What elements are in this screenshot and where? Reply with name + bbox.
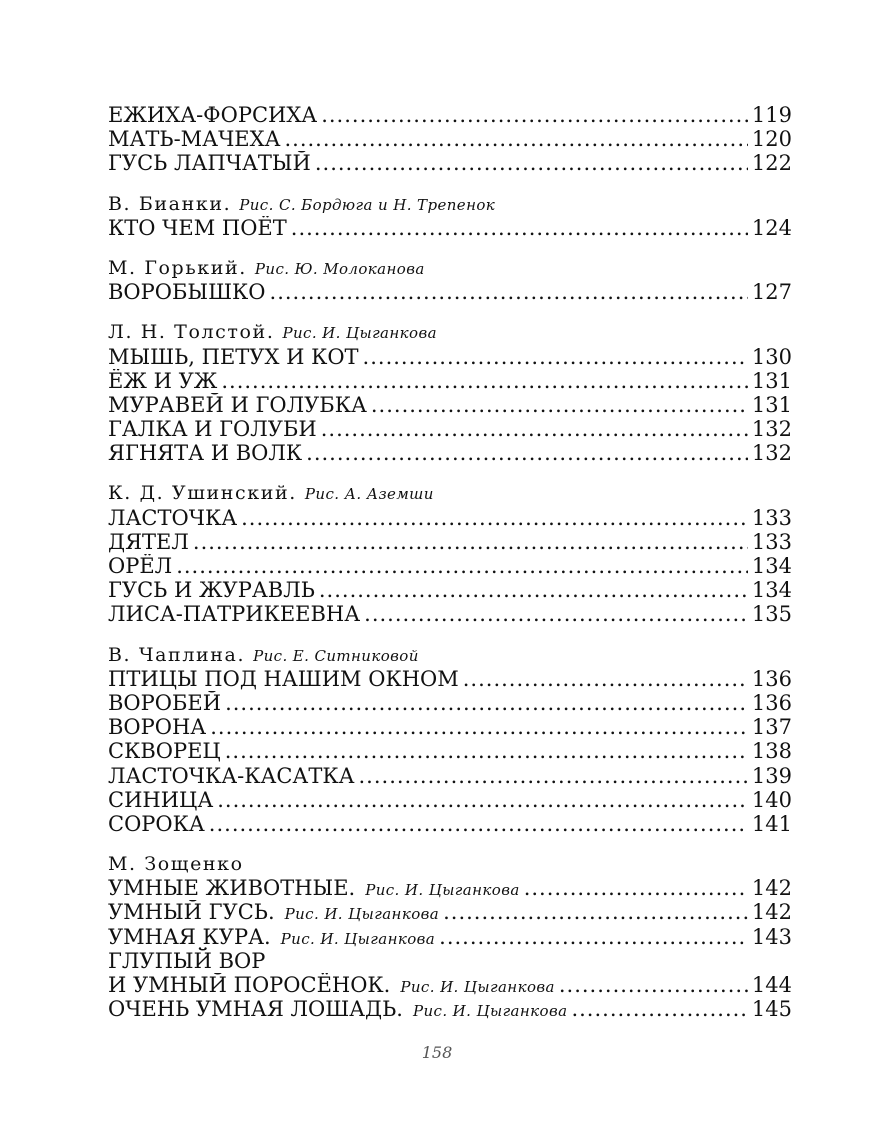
entry-title: ГУСЬ И ЖУРАВЛЬ bbox=[108, 578, 315, 603]
author-name: К. Д. Ушинский. bbox=[108, 482, 297, 505]
author-name: М. Горький. bbox=[108, 256, 247, 279]
author-heading bbox=[108, 852, 792, 876]
dot-leader bbox=[359, 764, 748, 788]
toc-entry bbox=[108, 739, 792, 763]
toc-entry bbox=[108, 602, 792, 626]
author-name: Л. Н. Толстой. bbox=[108, 321, 275, 344]
entry-title: ДЯТЕЛ bbox=[108, 529, 189, 554]
illustrator-credit: Рис. С. Бордюга и Н. Трепенок bbox=[239, 195, 496, 214]
dot-leader bbox=[306, 441, 748, 465]
author-heading bbox=[108, 192, 792, 216]
entry-title: ГЛУПЫЙ ВОР bbox=[108, 948, 266, 973]
toc-entry bbox=[108, 764, 792, 788]
dot-leader bbox=[176, 554, 748, 578]
entry-page-number: 131 bbox=[751, 392, 792, 417]
entry-page-number: 141 bbox=[751, 811, 792, 836]
dot-leader bbox=[270, 280, 748, 304]
dot-leader bbox=[559, 973, 748, 997]
toc-entry bbox=[108, 417, 792, 441]
entry-page-number: 124 bbox=[751, 215, 792, 240]
toc-entry bbox=[108, 103, 792, 127]
toc-entry bbox=[108, 393, 792, 417]
entry-title: УМНЫЕ ЖИВОТНЫЕ. bbox=[108, 876, 356, 901]
toc-entry bbox=[108, 369, 792, 393]
author-name: В. Чаплина. bbox=[108, 643, 246, 666]
dot-leader bbox=[524, 876, 748, 900]
entry-title: ВОРОБЫШКО bbox=[108, 280, 266, 305]
author-heading bbox=[108, 643, 792, 667]
toc-entry bbox=[108, 788, 792, 812]
illustrator-credit: Рис. И. Цыганкова bbox=[284, 905, 440, 924]
dot-leader bbox=[284, 127, 747, 151]
entry-title: ОЧЕНЬ УМНАЯ ЛОШАДЬ. bbox=[108, 997, 403, 1022]
toc-entry bbox=[108, 280, 792, 304]
entry-title: ПТИЦЫ ПОД НАШИМ ОКНОМ bbox=[108, 666, 459, 691]
toc-entry bbox=[108, 216, 792, 240]
dot-leader bbox=[571, 997, 747, 1021]
entry-title: ОРЁЛ bbox=[108, 554, 173, 578]
toc-entry bbox=[108, 530, 792, 554]
dot-leader bbox=[225, 739, 748, 763]
dot-leader bbox=[291, 216, 748, 240]
dot-leader bbox=[193, 530, 748, 554]
entry-title: СИНИЦА bbox=[108, 787, 214, 812]
toc-entry bbox=[108, 506, 792, 530]
entry-page-number: 142 bbox=[751, 900, 792, 925]
toc-entry-line bbox=[108, 949, 792, 973]
entry-title: ВОРОБЕЙ bbox=[108, 690, 222, 715]
dot-leader bbox=[363, 345, 748, 369]
toc-entry bbox=[108, 667, 792, 691]
dot-leader bbox=[221, 369, 748, 393]
illustrator-credit: Рис. И. Цыганкова bbox=[365, 881, 520, 900]
dot-leader bbox=[319, 578, 748, 602]
author-heading bbox=[108, 256, 792, 280]
entry-page-number: 139 bbox=[751, 763, 792, 788]
entry-title: ЛАСТОЧКА bbox=[108, 505, 238, 530]
entry-page-number: 127 bbox=[751, 280, 792, 305]
toc-entry bbox=[108, 997, 792, 1021]
entry-title: УМНАЯ КУРА. bbox=[108, 924, 271, 949]
dot-leader bbox=[217, 788, 748, 812]
author-name: В. Бианки. bbox=[108, 192, 232, 215]
entry-page-number: 143 bbox=[751, 924, 792, 949]
entry-page-number: 140 bbox=[751, 787, 792, 812]
entry-page-number: 131 bbox=[751, 368, 792, 393]
toc-entry bbox=[108, 151, 792, 175]
page-number: 158 bbox=[421, 1043, 453, 1062]
toc-entry bbox=[108, 554, 792, 578]
entry-title: ЛИСА-ПАТРИКЕЕВНА bbox=[108, 602, 361, 627]
illustrator-credit: Рис. И. Цыганкова bbox=[412, 1002, 568, 1021]
entry-page-number: 122 bbox=[751, 151, 792, 176]
entry-page-number: 137 bbox=[751, 715, 792, 740]
dot-leader bbox=[443, 900, 748, 924]
entry-title: ЕЖИХА-ФОРСИХА bbox=[108, 103, 318, 127]
dot-leader bbox=[241, 506, 748, 530]
entry-title: ГУСЬ ЛАПЧАТЫЙ bbox=[108, 151, 311, 176]
illustrator-credit: Рис. И. Цыганкова bbox=[282, 324, 437, 343]
entry-title: СОРОКА bbox=[108, 811, 205, 836]
entry-title: УМНЫЙ ГУСЬ. bbox=[108, 900, 275, 925]
author-heading bbox=[108, 320, 792, 344]
toc-entry bbox=[108, 715, 792, 739]
entry-page-number: 142 bbox=[751, 876, 792, 901]
illustrator-credit: Рис. И. Цыганкова bbox=[280, 929, 436, 948]
author-heading bbox=[108, 481, 792, 505]
toc-entry bbox=[108, 973, 792, 997]
entry-title: СКВОРЕЦ bbox=[108, 739, 221, 764]
dot-leader bbox=[321, 417, 748, 441]
toc-entry bbox=[108, 691, 792, 715]
dot-leader bbox=[315, 151, 748, 175]
entry-page-number: 145 bbox=[751, 997, 792, 1022]
entry-title: ВОРОНА bbox=[108, 715, 207, 740]
entry-page-number: 134 bbox=[751, 578, 792, 603]
toc-entry bbox=[108, 925, 792, 949]
entry-page-number: 133 bbox=[751, 505, 792, 530]
entry-page-number: 136 bbox=[751, 666, 792, 691]
entry-title: ЯГНЯТА И ВОЛК bbox=[108, 441, 303, 466]
entry-title: МЫШЬ, ПЕТУХ И КОТ bbox=[108, 344, 359, 369]
table-of-contents bbox=[108, 103, 792, 1021]
dot-leader bbox=[463, 667, 748, 691]
entry-title: ЛАСТОЧКА-КАСАТКА bbox=[108, 763, 355, 788]
entry-page-number: 134 bbox=[751, 554, 792, 578]
entry-page-number: 132 bbox=[751, 417, 792, 442]
entry-page-number: 130 bbox=[751, 344, 792, 369]
entry-page-number: 135 bbox=[751, 602, 792, 627]
entry-page-number: 138 bbox=[751, 739, 792, 764]
dot-leader bbox=[225, 691, 748, 715]
entry-page-number: 120 bbox=[751, 127, 792, 152]
entry-page-number: 132 bbox=[751, 441, 792, 466]
illustrator-credit: Рис. Е. Ситниковой bbox=[253, 646, 419, 665]
toc-entry bbox=[108, 441, 792, 465]
entry-title: КТО ЧЕМ ПОЁТ bbox=[108, 215, 287, 240]
entry-title: МУРАВЕЙ И ГОЛУБКА bbox=[108, 392, 367, 417]
dot-leader bbox=[439, 925, 748, 949]
toc-entry bbox=[108, 345, 792, 369]
toc-entry bbox=[108, 578, 792, 602]
toc-entry bbox=[108, 812, 792, 836]
entry-page-number: 136 bbox=[751, 690, 792, 715]
illustrator-credit: Рис. Ю. Молоканова bbox=[254, 259, 425, 278]
dot-leader bbox=[364, 602, 748, 626]
author-name: М. Зощенко bbox=[108, 853, 244, 876]
entry-page-number: 144 bbox=[751, 973, 792, 997]
entry-page-number: 119 bbox=[751, 103, 792, 127]
entry-page-number: 133 bbox=[751, 529, 792, 554]
dot-leader bbox=[209, 812, 748, 836]
toc-entry bbox=[108, 127, 792, 151]
entry-title: И УМНЫЙ ПОРОСЁНОК. bbox=[108, 973, 391, 997]
toc-entry bbox=[108, 876, 792, 900]
dot-leader bbox=[321, 103, 748, 127]
toc-entry bbox=[108, 900, 792, 924]
illustrator-credit: Рис. А. Аземши bbox=[304, 485, 434, 504]
dot-leader bbox=[210, 715, 748, 739]
entry-title: ЁЖ И УЖ bbox=[108, 368, 218, 393]
entry-title: ГАЛКА И ГОЛУБИ bbox=[108, 417, 317, 442]
dot-leader bbox=[371, 393, 748, 417]
entry-title: МАТЬ-МАЧЕХА bbox=[108, 127, 281, 152]
illustrator-credit: Рис. И. Цыганкова bbox=[400, 978, 555, 996]
